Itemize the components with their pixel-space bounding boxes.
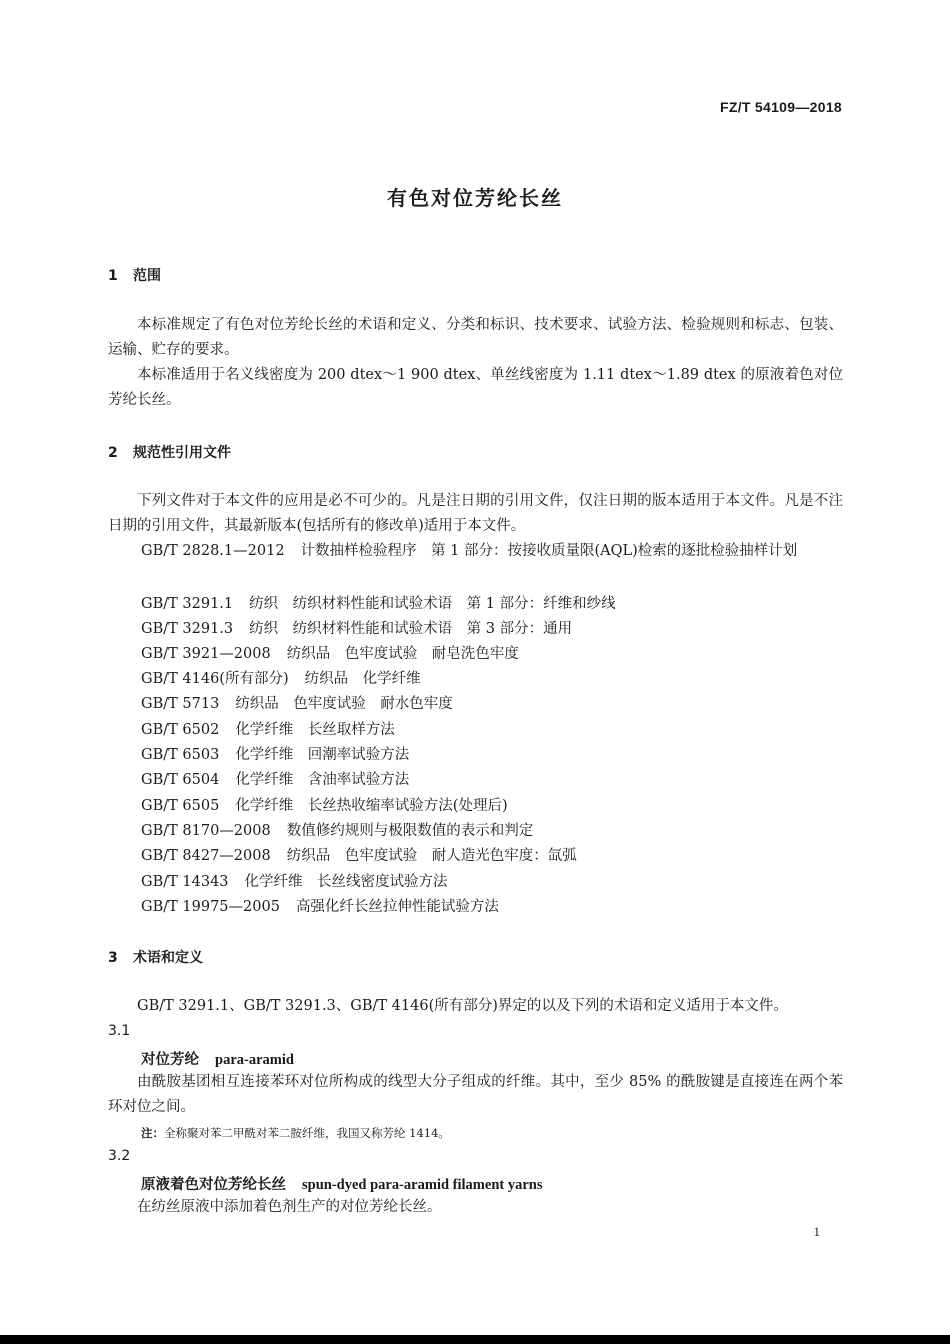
reference-item bbox=[141, 819, 533, 840]
reference-title: 化学纤维 长丝线密度试验方法 bbox=[244, 874, 448, 890]
term-cn: 原液着色对位芳纶长丝 bbox=[141, 1177, 286, 1193]
reference-title: 高强化纤长丝拉伸性能试验方法 bbox=[295, 899, 499, 915]
reference-item bbox=[141, 895, 499, 916]
reference-title: 化学纤维 回潮率试验方法 bbox=[235, 747, 410, 763]
section-number: 1 bbox=[108, 268, 118, 284]
reference-item bbox=[141, 870, 448, 891]
terms-intro: GB/T 3291.1、GB/T 3291.3、GB/T 4146(所有部分)界定的以及下列的术语和定义适用于本文件。 bbox=[137, 998, 788, 1014]
reference-code: GB/T 6502 bbox=[141, 722, 220, 738]
reference-code: GB/T 3291.3 bbox=[141, 621, 234, 637]
reference-code: GB/T 6504 bbox=[141, 772, 220, 788]
reference-title: 化学纤维 含油率试验方法 bbox=[235, 772, 410, 788]
reference-code: GB/T 3291.1 bbox=[141, 596, 234, 612]
reference-code: GB/T 2828.1—2012 bbox=[141, 543, 285, 559]
section-number: 3 bbox=[108, 950, 118, 966]
term-definition: 在纺丝原液中添加着色剂生产的对位芳纶长丝。 bbox=[137, 1199, 442, 1215]
reference-item bbox=[141, 768, 409, 789]
reference-item bbox=[141, 794, 508, 815]
reference-title: 化学纤维 长丝热收缩率试验方法(处理后) bbox=[235, 798, 508, 814]
reference-code: GB/T 5713 bbox=[141, 696, 220, 712]
reference-item bbox=[141, 743, 409, 764]
term-en: para-aramid bbox=[215, 1052, 294, 1068]
term-cn: 对位芳纶 bbox=[141, 1052, 199, 1068]
reference-title: 数值修约规则与极限数值的表示和判定 bbox=[286, 823, 534, 839]
reference-code: GB/T 4146(所有部分) bbox=[141, 671, 289, 687]
scope-paragraph-1: 本标准规定了有色对位芳纶长丝的术语和定义、分类和标识、技术要求、试验方法、检验规则和标志、包装、运输、贮存的要求。 bbox=[108, 317, 843, 358]
reference-item bbox=[108, 539, 843, 564]
reference-item bbox=[141, 592, 616, 613]
reference-code: GB/T 8427—2008 bbox=[141, 848, 271, 864]
section-heading-normative-references bbox=[108, 442, 231, 462]
term-en: spun-dyed para-aramid filament yarns bbox=[302, 1177, 543, 1193]
reference-code: GB/T 19975—2005 bbox=[141, 899, 280, 915]
reference-item bbox=[141, 617, 572, 638]
reference-code: GB/T 8170—2008 bbox=[141, 823, 271, 839]
term-heading bbox=[141, 1048, 294, 1069]
reference-code: GB/T 14343 bbox=[141, 874, 229, 890]
term-definition: 由酰胺基团相互连接苯环对位所构成的线型大分子组成的纤维。其中，至少 85% 的酰胺键是直接连在两个苯环对位之间。 bbox=[108, 1074, 843, 1115]
document-title: 有色对位芳纶长丝 bbox=[387, 186, 563, 210]
reference-title: 化学纤维 长丝取样方法 bbox=[235, 722, 395, 738]
reference-item bbox=[141, 667, 421, 688]
bottom-border bbox=[0, 1335, 950, 1344]
section-heading-scope bbox=[108, 265, 161, 285]
section-number: 2 bbox=[108, 445, 118, 461]
reference-title: 纺织 纺织材料性能和试验术语 第 1 部分：纤维和纱线 bbox=[249, 596, 616, 612]
reference-title: 纺织品 化学纤维 bbox=[304, 671, 421, 687]
term-note bbox=[141, 1125, 450, 1141]
reference-item bbox=[141, 692, 453, 713]
reference-item bbox=[141, 642, 519, 663]
section-title: 规范性引用文件 bbox=[133, 445, 231, 461]
reference-title: 纺织品 色牢度试验 耐水色牢度 bbox=[235, 696, 453, 712]
page-number: 1 bbox=[813, 1224, 820, 1239]
section-title: 术语和定义 bbox=[133, 950, 203, 966]
note-text: 全称聚对苯二甲酰对苯二胺纤维，我国又称芳纶 1414。 bbox=[164, 1126, 450, 1140]
reference-title: 计数抽样检验程序 第 1 部分：按接收质量限(AQL)检索的逐批检验抽样计划 bbox=[300, 543, 798, 559]
section-title: 范围 bbox=[133, 268, 161, 284]
reference-item bbox=[141, 844, 577, 865]
note-label: 注： bbox=[141, 1126, 164, 1140]
term-heading bbox=[141, 1173, 542, 1194]
reference-item bbox=[141, 718, 395, 739]
reference-code: GB/T 6503 bbox=[141, 747, 220, 763]
reference-title: 纺织品 色牢度试验 耐人造光色牢度：氙弧 bbox=[286, 848, 577, 864]
scope-paragraph-2: 本标准适用于名义线密度为 200 dtex～1 900 dtex、单丝线密度为 1.11 dtex～1.89 dtex 的原液着色对位芳纶长丝。 bbox=[108, 367, 843, 408]
standard-number: FZ/T 54109—2018 bbox=[719, 99, 842, 115]
references-intro: 下列文件对于本文件的应用是必不可少的。凡是注日期的引用文件，仅注日期的版本适用于本文件。凡是不注日期的引用文件，其最新版本(包括所有的修改单)适用于本文件。 bbox=[108, 493, 843, 534]
reference-code: GB/T 3921—2008 bbox=[141, 646, 271, 662]
reference-title: 纺织 纺织材料性能和试验术语 第 3 部分：通用 bbox=[249, 621, 573, 637]
reference-code: GB/T 6505 bbox=[141, 798, 220, 814]
term-number: 3.2 bbox=[108, 1148, 131, 1164]
reference-title: 纺织品 色牢度试验 耐皂洗色牢度 bbox=[286, 646, 519, 662]
section-heading-terms bbox=[108, 947, 203, 967]
term-number: 3.1 bbox=[108, 1023, 131, 1039]
